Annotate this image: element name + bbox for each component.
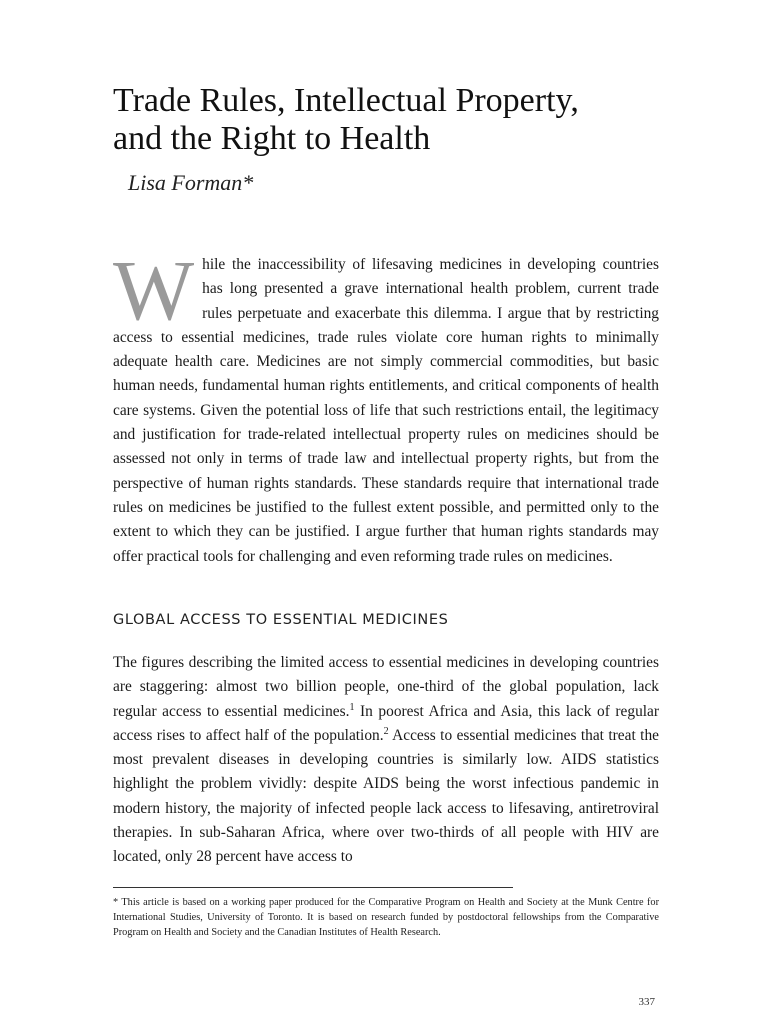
footnote-ref-2[interactable]: 2 <box>383 725 389 737</box>
section-paragraph <box>113 651 659 870</box>
drop-cap: W <box>113 242 195 338</box>
article-title <box>113 82 693 158</box>
section-heading: GLOBAL ACCESS TO ESSENTIAL MEDICINES <box>113 612 449 628</box>
page-number: 337 <box>638 996 655 1008</box>
footnote-text: * This article is based on a working paper produced for the Comparative Program on Health and Society at the Munk Centre for International Studies, University of Toronto. It is based on research funded by postdoctoral fellowships from the Comparative Program on Health and Society and the Canadian Institutes of Health Research. <box>113 897 659 939</box>
footnote-divider <box>113 887 513 888</box>
section-text-part-1: The figures describing the limited access to essential medicines in developing countries are staggering: almost two billion people, one-third of the global population, lack regular access to essential medicines. <box>113 654 659 720</box>
intro-text: hile the inaccessibility of lifesaving medicines in developing countries has long presented a grave international health problem, current trade rules perpetuate and exacerbate this dilemma. I argue that by restricting access to essential medicines, trade rules violate core human rights to minimally adequate health care. Medicines are not simply commercial commodities, but basic human needs, fundamental human rights entitlements, and critical components of health care systems. Given the potential loss of life that such restrictions entail, the legitimacy and justification for trade-related intellectual property rules on medicines should be assessed not only in terms of trade law and intellectual property rights, but from the perspective of human rights standards. These standards require that international trade rules on medicines be justified to the fullest extent possible, and permitted only to the extent to which they can be justified. I argue further that human rights standards may offer practical tools for challenging and even reforming trade rules on medicines. <box>113 256 659 565</box>
intro-paragraph <box>113 242 659 569</box>
footnote-ref-1[interactable]: 1 <box>349 701 355 713</box>
article-title-line-1: Trade Rules, Intellectual Property, <box>113 82 579 119</box>
author-name: Lisa Forman* <box>128 170 254 195</box>
section-text-part-2: In poorest Africa and Asia, this lack of regular access rises to affect half of the population. <box>113 702 659 744</box>
section-text-part-3: Access to essential medicines that treat the most prevalent diseases in developing countries is similarly low. AIDS statistics highlight the problem vividly: despite AIDS being the worst infectious pandemic in modern history, the majority of infected people lack access to lifesaving, antiretroviral therapies. In sub-Saharan Africa, where over two-thirds of all people with HIV are located, only 28 percent have access to <box>113 726 659 866</box>
article-title-line-2: and the Right to Health <box>113 120 431 157</box>
